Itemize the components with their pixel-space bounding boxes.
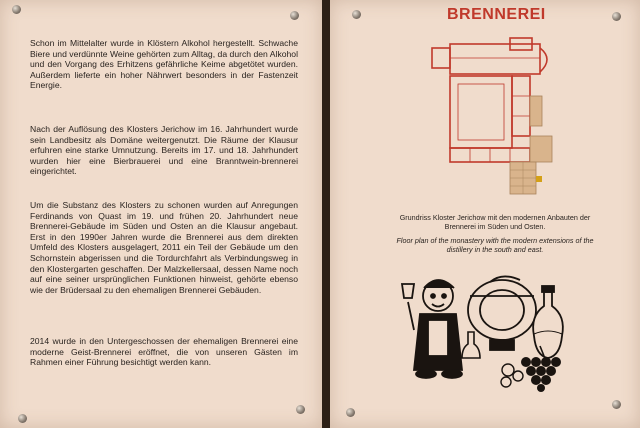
page-title: BRENNEREI xyxy=(447,6,546,23)
paragraph-1: Schon im Mittelalter wurde in Klöstern Alkohol hergestellt. Schwache Biere und verdünnte Weine gehörten zum Alltag, da durch den Alkohol und den Vorgang des Erhitzens gefährliche Keime abgetötet wurden. Außerdem lieferte ein hoher Nährwert besonders in der Fastenzeit Energie. xyxy=(30,38,298,91)
grapes-icon xyxy=(501,364,523,387)
bottle-icon xyxy=(533,286,563,358)
caption-english: Floor plan of the monastery with the modern extensions of the distillery in the south and east. xyxy=(396,236,594,255)
paragraph-4: 2014 wurde in den Untergeschossen der ehemaligen Brennerei eine moderne Geist-Brennerei eröffnet, die von unseren Gästen im Rahmen einer Führung besichtigt werden kann. xyxy=(30,336,298,368)
cartoon-illustration xyxy=(394,266,574,394)
screw-icon xyxy=(290,11,299,20)
screw-icon xyxy=(352,10,361,19)
paragraph-3: Um die Substanz des Klosters zu schonen wurden auf Anregungen Ferdinands von Quast im 19. und frühen 20. Jahrhundert neue Brennerei-Gebäude im Süden und Osten an die Klausur angebaut. Erst in den 1990er Jahren wurde die Brennerei aus dem direkten Umfeld des Klosters ausgelagert, 2011 ein Teil der Gebäude um den Schornstein abgerissen und die Tordurchfahrt als Verbindungsweg in den Klostergarten geschaffen. Der Malzkellersaal, dessen Name noch auf eine seiner ursprünglichen Funktionen hinweist, gehörte ebenso wie der Brüdersaal zu den ehemaligen Brennerei Gebäuden. xyxy=(30,200,298,295)
paragraph-2: Nach der Auflösung des Klosters Jerichow im 16. Jahrhundert wurde sein Landbesitz als Domäne weitergenutzt. Die Räume der Klausur erfuhren eine starke Umnutzung. Bereits im 17. und 18. Jahrhundert wurden hier eine Bierbrauerei und eine Branntwein-brennerei eingerichtet. xyxy=(30,124,298,177)
barrel-icon xyxy=(468,276,536,350)
right-panel xyxy=(330,0,640,428)
bottle-icon xyxy=(462,332,480,358)
screw-icon xyxy=(346,408,355,417)
screw-icon xyxy=(12,5,21,14)
caption-german: Grundriss Kloster Jerichow mit den modernen Anbauten der Brennerei im Süden und Osten. xyxy=(399,213,591,231)
screw-icon xyxy=(612,12,621,21)
floor-plan-icon xyxy=(430,36,560,198)
screw-icon xyxy=(296,405,305,414)
screw-icon xyxy=(612,400,621,409)
screw-icon xyxy=(18,414,27,423)
cartoon-monk-icon xyxy=(402,280,462,378)
panel-gap xyxy=(322,0,330,428)
